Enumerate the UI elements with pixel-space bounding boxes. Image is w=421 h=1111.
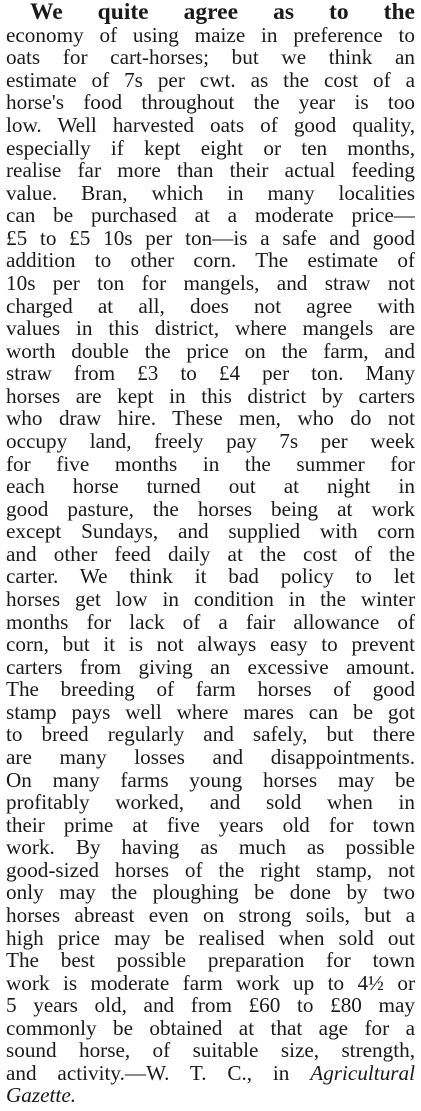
article-line: The best possible preparation for town	[6, 948, 415, 972]
source-publication-second-word: Gazette.	[6, 1083, 77, 1107]
article-line: worth double the price on the farm, and	[6, 339, 415, 363]
article-line: work. By having as much as possible	[6, 835, 415, 859]
article-line: value. Bran, which in many localities	[6, 181, 415, 205]
article-line: economy of using maize in preference to	[6, 23, 415, 47]
article-line: can be purchased at a moderate price—	[6, 203, 415, 227]
article-line: straw from £3 to £4 per ton. Many	[6, 361, 415, 385]
article-line: carters from giving an excessive amount.	[6, 655, 415, 679]
article-line: commonly be obtained at that age for a	[6, 1016, 415, 1040]
article-line: their prime at five years old for town	[6, 813, 415, 837]
article-line: only may the ploughing be done by two	[6, 880, 415, 904]
article-line: values in this district, where mangels are	[6, 316, 415, 340]
article-line: addition to other corn. The estimate of	[6, 248, 415, 272]
article-line: are many losses and disappointments.	[6, 745, 415, 769]
article-source-line	[6, 1081, 415, 1109]
article-line: charged at all, does not agree with	[6, 294, 415, 318]
article-line: months for lack of a fair allowance of	[6, 610, 415, 634]
article-line: £5 to £5 10s per ton—is a safe and good	[6, 226, 415, 250]
article-line: horses get low in condition in the winter	[6, 587, 415, 611]
article-line: horse's food throughout the year is too	[6, 90, 415, 114]
article-line: especially if kept eight or ten months,	[6, 136, 415, 160]
article-line: low. Well harvested oats of good quality,	[6, 113, 415, 137]
article-line: high price may be realised when sold out	[6, 926, 415, 950]
article-line: On many farms young horses may be	[6, 768, 415, 792]
article-line: stamp pays well where mares can be got	[6, 700, 415, 724]
article-line: profitably worked, and sold when in	[6, 790, 415, 814]
article-line: who draw hire. These men, who do not	[6, 406, 415, 430]
article-line: oats for cart-horses; but we think an	[6, 45, 415, 69]
article-line: good-sized horses of the right stamp, not	[6, 858, 415, 882]
article-line: carter. We think it bad policy to let	[6, 564, 415, 588]
article-line: for five months in the summer for	[6, 452, 415, 476]
article-line: corn, but it is not always easy to prevent	[6, 632, 415, 656]
article-line: work is moderate farm work up to 4½ or	[6, 971, 415, 995]
article-line: good pasture, the horses being at work	[6, 497, 415, 521]
article-line: realise far more than their actual feeding	[6, 158, 415, 182]
article-line: occupy land, freely pay 7s per week	[6, 429, 415, 453]
article-line: horses abreast even on strong soils, but a	[6, 903, 415, 927]
article-opening-line: We quite agree as to the	[30, 0, 415, 25]
article-line: and other feed daily at the cost of the	[6, 542, 415, 566]
article-line: 5 years old, and from £60 to £80 may	[6, 993, 415, 1017]
article-line: except Sundays, and supplied with corn	[6, 519, 415, 543]
article-line: 10s per ton for mangels, and straw not	[6, 271, 415, 295]
source-publication-first-word: Agricultural	[310, 1061, 415, 1085]
article-line: estimate of 7s per cwt. as the cost of a	[6, 68, 415, 92]
article-line: horses are kept in this district by carters	[6, 384, 415, 408]
article-line: to breed regularly and safely, but there	[6, 722, 415, 746]
article-line: sound horse, of suitable size, strength,	[6, 1038, 415, 1062]
article-closing-text: and activity.—W. T. C., in	[6, 1061, 290, 1085]
article-line: The breeding of farm horses of good	[6, 677, 415, 701]
article-line: each horse turned out at night in	[6, 474, 415, 498]
